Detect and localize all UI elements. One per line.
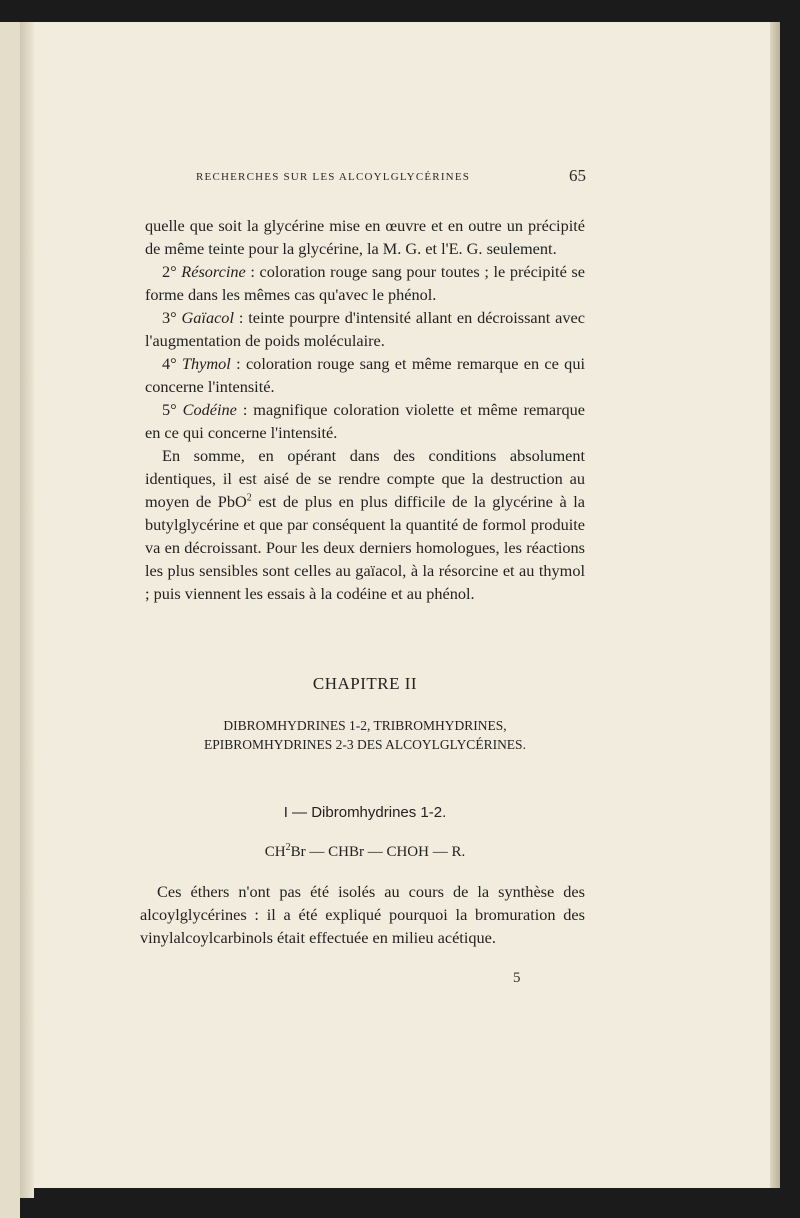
reagent-name: Gaïacol	[181, 308, 234, 327]
body-text	[145, 214, 585, 605]
item-text: : coloration rouge sang et même remarque en ce qui concerne l'intensité.	[145, 354, 585, 396]
reagent-name: Codéine	[182, 400, 237, 419]
chapter-subtitle-line-1: DIBROMHYDRINES 1-2, TRIBROMHYDRINES,	[223, 718, 507, 733]
page-edge	[770, 22, 780, 1188]
paragraph-thymol	[145, 352, 585, 398]
chemical-formula	[145, 844, 585, 861]
formula-part-b: Br — CHBr — CHOH — R.	[290, 844, 466, 860]
item-number: 2°	[162, 262, 177, 281]
page-header	[196, 164, 586, 190]
section-heading: I — Dibromhydrines 1-2.	[283, 804, 447, 821]
chapter-subtitle	[145, 716, 585, 754]
running-title: RECHERCHES SUR LES ALCOYLGLYCÉRINES	[196, 171, 471, 183]
paragraph-codeine	[145, 398, 585, 444]
binding-gutter	[20, 22, 34, 1198]
reagent-name: Thymol	[181, 354, 231, 373]
summary-text-a: En somme, en opérant dans des conditions absolument identiques, il est aisé de se rendre compte que la destruction au moyen de PbO	[145, 446, 585, 511]
paragraph-resorcine	[145, 260, 585, 306]
item-number: 4°	[162, 354, 177, 373]
formula-part-a: CH	[264, 844, 286, 860]
chapter-title: CHAPITRE II	[312, 674, 418, 693]
formula-superscript: 2	[285, 842, 291, 853]
item-text: : teinte pourpre d'intensité allant en décroissant avec l'augmentation de poids moléculaire.	[145, 308, 585, 350]
paragraph-continuation: quelle que soit la glycérine mise en œuvre et en outre un précipité de même teinte pour la glycérine, la M. G. et l'E. G. seulement.	[145, 216, 585, 258]
item-text: : coloration rouge sang pour toutes ; le précipité se forme dans les mêmes cas qu'avec le phénol.	[145, 262, 585, 304]
superscript: 2	[246, 492, 252, 504]
book-page	[34, 22, 770, 1188]
adjacent-page-strip	[0, 22, 20, 1218]
reagent-name: Résorcine	[181, 262, 246, 281]
page-number: 65	[569, 166, 586, 185]
paragraph-summary	[145, 444, 585, 605]
item-number: 3°	[162, 308, 177, 327]
section-paragraph: Ces éthers n'ont pas été isolés au cours de la synthèse des alcoylglycérines : il a été expliqué pourquoi la bromuration des vinylalcoylcarbinols était effectuée en milieu acétique.	[140, 882, 585, 947]
chapter-subtitle-line-2: EPIBROMHYDRINES 2-3 DES ALCOYLGLYCÉRINES.	[204, 737, 526, 752]
item-number: 5°	[162, 400, 177, 419]
paragraph-gaiacol	[145, 306, 585, 352]
section-body	[140, 880, 585, 949]
signature-mark: 5	[513, 970, 521, 986]
item-text: : magnifique coloration violette et même remarque en ce qui concerne l'intensité.	[145, 400, 585, 442]
summary-text-b: est de plus en plus difficile de la glycérine à la butylglycérine et que par conséquent la quantité de formol produite va en décroissant. Pour les deux derniers homologues, les réactions les plus sensibles sont celles au gaïacol, à la résorcine et au thymol ; puis viennent les essais à la codéine et au phénol.	[145, 492, 585, 603]
